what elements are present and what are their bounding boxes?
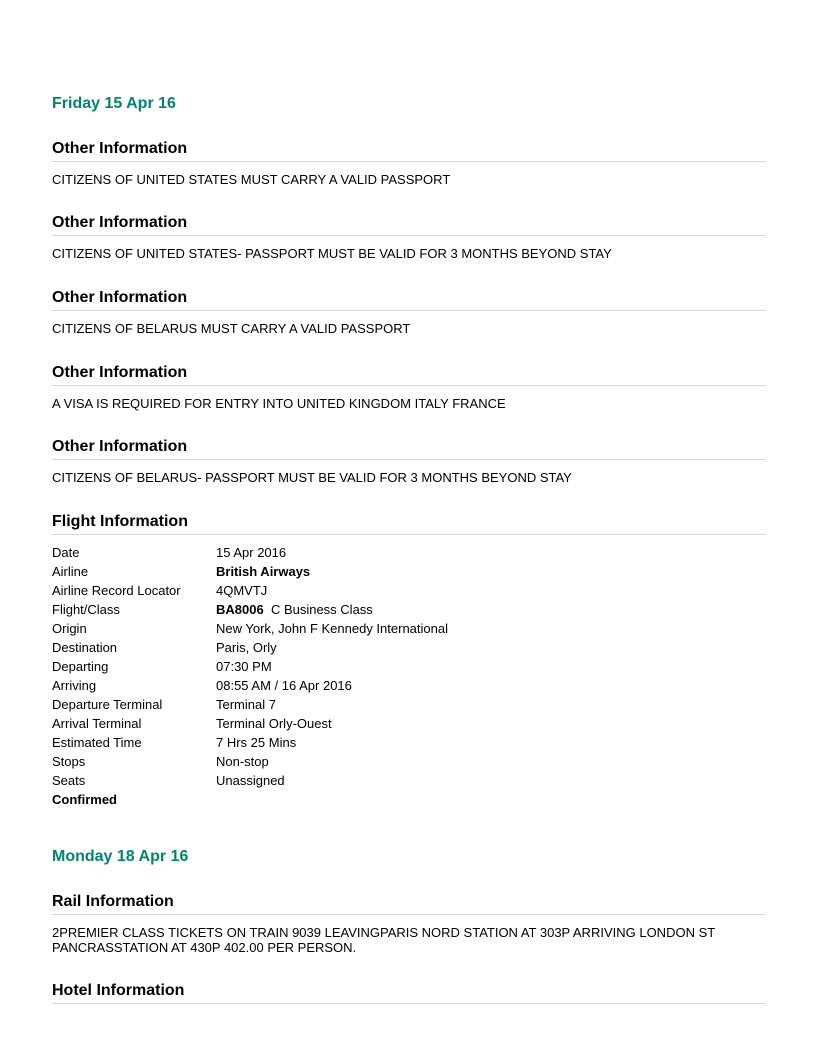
airline-label: Airline [52, 564, 89, 579]
other-info-section [52, 139, 766, 187]
flight-info-heading: Flight Information [52, 512, 766, 535]
travel-class: C Business Class [270, 602, 373, 617]
hotel-info-section [52, 981, 766, 1004]
table-row [52, 619, 448, 638]
rail-info-section [52, 892, 766, 955]
flight-details-table [52, 543, 448, 809]
table-row [52, 790, 448, 809]
rail-info-line-1: 2PREMIER CLASS TICKETS ON TRAIN 9039 LEAVINGPARIS NORD STATION AT 303P ARRIVING LONDON ST [52, 925, 716, 940]
flight-class-label: Flight/Class [52, 602, 120, 617]
arriving-label: Arriving [52, 678, 97, 693]
table-row [52, 638, 448, 657]
section-text: A VISA IS REQUIRED FOR ENTRY INTO UNITED KINGDOM ITALY FRANCE [52, 396, 506, 411]
section-text: CITIZENS OF UNITED STATES MUST CARRY A VALID PASSPORT [52, 172, 451, 187]
section-heading: Other Information [52, 288, 766, 311]
table-row [52, 600, 448, 619]
date-label: Date [52, 545, 80, 560]
other-info-section [52, 363, 766, 411]
stops-value: Non-stop [216, 754, 269, 769]
rail-info-heading: Rail Information [52, 892, 766, 915]
day-title-monday: Monday 18 Apr 16 [52, 848, 189, 865]
destination-label: Destination [52, 640, 118, 655]
section-heading: Other Information [52, 213, 766, 236]
flight-class-value [216, 600, 448, 619]
table-row [52, 752, 448, 771]
origin-label: Origin [52, 621, 87, 636]
day-title-friday: Friday 15 Apr 16 [52, 95, 176, 112]
arrival-terminal-value: Terminal Orly-Ouest [216, 716, 332, 731]
section-text: CITIZENS OF BELARUS- PASSPORT MUST BE VALID FOR 3 MONTHS BEYOND STAY [52, 470, 572, 485]
stops-label: Stops [52, 754, 86, 769]
destination-value: Paris, Orly [216, 640, 277, 655]
table-row [52, 562, 448, 581]
departure-terminal-value: Terminal 7 [216, 697, 276, 712]
departure-terminal-label: Departure Terminal [52, 697, 163, 712]
flight-info-section [52, 512, 766, 809]
empty-cell [216, 790, 448, 809]
table-row [52, 657, 448, 676]
date-value: 15 Apr 2016 [216, 545, 287, 560]
table-row [52, 771, 448, 790]
origin-value: New York, John F Kennedy International [216, 621, 448, 636]
seats-value: Unassigned [216, 773, 285, 788]
section-heading: Other Information [52, 139, 766, 162]
estimated-time-label: Estimated Time [52, 735, 142, 750]
departing-label: Departing [52, 659, 109, 674]
record-locator-value: 4QMVTJ [216, 583, 268, 598]
table-row [52, 581, 448, 600]
table-row [52, 676, 448, 695]
estimated-time-value: 7 Hrs 25 Mins [216, 735, 297, 750]
booking-status: Confirmed [52, 792, 117, 807]
airline-value: British Airways [216, 564, 311, 579]
seats-label: Seats [52, 773, 86, 788]
arriving-value: 08:55 AM / 16 Apr 2016 [216, 678, 352, 693]
section-heading: Other Information [52, 363, 766, 386]
table-row [52, 543, 448, 562]
other-info-section [52, 213, 766, 261]
other-info-section [52, 288, 766, 336]
arrival-terminal-label: Arrival Terminal [52, 716, 142, 731]
hotel-info-heading: Hotel Information [52, 981, 766, 1004]
section-text: CITIZENS OF BELARUS MUST CARRY A VALID PASSPORT [52, 321, 411, 336]
section-text: CITIZENS OF UNITED STATES- PASSPORT MUST BE VALID FOR 3 MONTHS BEYOND STAY [52, 246, 612, 261]
rail-info-line-2: PANCRASSTATION AT 430P 402.00 PER PERSON. [52, 940, 357, 955]
section-heading: Other Information [52, 437, 766, 460]
table-row [52, 733, 448, 752]
other-info-section [52, 437, 766, 485]
table-row [52, 695, 448, 714]
departing-value: 07:30 PM [216, 659, 272, 674]
record-locator-label: Airline Record Locator [52, 583, 181, 598]
table-row [52, 714, 448, 733]
flight-number: BA8006 [216, 602, 264, 617]
